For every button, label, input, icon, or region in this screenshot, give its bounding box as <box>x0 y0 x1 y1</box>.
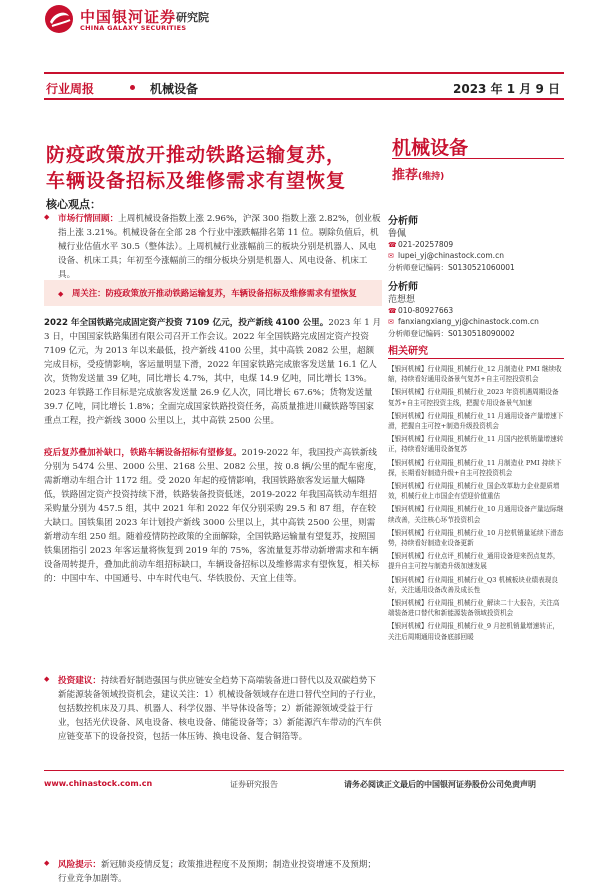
market-review-text: 上周机械设备指数上涨 2.96%，沪深 300 指数上涨 2.82%，创业板指上涨 3.21%。机械设备在全部 28 个行业中涨跌幅排名第 11 位。剔除负值后，机械行业估值水平 30.5（整体法）。上周机械行业涨幅前三的板块分别是机器人、风电设备、机床工具；年初至今涨幅前三的细分板块分别是机器人、风电设备、机床工具。 <box>58 214 381 280</box>
sector-name: 机械设备 <box>392 137 469 159</box>
analyst-phone: ☎021-20257809 <box>388 240 454 249</box>
investment-paragraph <box>44 316 382 428</box>
sector-divider <box>392 158 564 159</box>
market-review-label: 市场行情回顾： <box>58 214 119 224</box>
brand-name-cn: 中国银河证券 <box>80 8 177 26</box>
related-research-item[interactable]: 【银河机械】行业周报_机械行业_11 月制造业 PMI 持续下探，长期看好制造升级+自主可控投资机会 <box>388 458 562 477</box>
recovery-paragraph <box>44 446 382 586</box>
analyst-cert: 分析师登记编码：S0130521060001 <box>388 263 515 272</box>
analyst-email[interactable]: ✉ lupei_yj@chinastock.com.cn <box>388 251 504 260</box>
report-title-line1: 防疫政策放开推动铁路运输复苏， <box>46 144 347 166</box>
related-research-item[interactable]: 【银河机械】行业周报_机械行业_解读二十大报告，关注高端装备进口替代和新能源装备领域投资机会 <box>388 599 560 618</box>
investment-advice-block <box>44 674 382 744</box>
institute-label: 研究院 <box>176 11 209 24</box>
recovery-headline: 疫后复苏叠加补缺口，铁路车辆设备招标有望修复。 <box>44 448 242 458</box>
weekly-focus-label: 周关注： <box>72 288 106 298</box>
analyst-name: 范想想 <box>388 295 416 305</box>
email-icon: ✉ <box>388 318 394 326</box>
phone-icon: ☎ <box>388 307 397 315</box>
sector-rating <box>392 164 444 183</box>
analyst-email[interactable]: ✉ fanxiangxiang_yj@chinastock.com.cn <box>388 317 539 326</box>
related-research-item[interactable]: 【银河机械】行业周报_机械行业_11 月通用设备产量增速下滑，把握自主可控+制造升级投资机会 <box>388 411 564 431</box>
core-view-label: 核心观点： <box>46 198 101 211</box>
related-research-item[interactable]: 【银河机械】行业周报_机械行业_12 月制造业 PMI 继续收缩，持续看好通用设备景气复苏+自主可控投资机会 <box>388 365 562 384</box>
related-research-item[interactable]: 【银河机械】行业周报_机械行业_Q3 机械板块业绩表现良好，关注通用设备改善及成长性 <box>388 575 558 594</box>
report-date: 2023 年 1 月 9 日 <box>453 82 560 96</box>
related-research-item[interactable]: 【银河机械】行业点评_机械行业_通用设备迎来拐点复苏，提升自主可控与制造升级加速发展 <box>388 552 560 571</box>
footer-center-label: 证券研究报告 <box>230 780 278 789</box>
risk-block <box>44 858 382 886</box>
analyst-label: 分析师 <box>388 282 418 293</box>
recovery-text: 2019-2022 年，我国投产高铁新线分别为 5474 公里、2000 公里、2168 公里、2082 公里，按 0.8 辆/公里的配车密度，需新增动车组合计 1172 组。受 2020 年起的疫情影响，我国铁路旅客发运量大幅降低，铁路固定资产投资持续下滑，铁路装备投资低迷，2019-2022 年我国高铁动车组招采购量分别为 457.5 组，其中 2021 年和 2022 年仅分别采购 29.5 和 87 组，存在较大缺口。国铁集团 2023 年计划投产新线 3000 公里以上，其中高铁 2500 公里，则需新增动车组 250 组。随着疫情防控政策的全面解除，全国铁路运输量有望复苏，按照国铁集团指引 2023 年客运量将恢复到 2019 年的 75%，客流量复苏带动新增需求和车辆设备周转提升，叠加此前动车组招标缺口，车辆设备招标以及维修需求有望恢复，相关标的：中国中车、中国通号、中车时代电气、华铁股份、天宜上佳等。 <box>44 448 383 584</box>
weekly-focus-box <box>44 280 382 306</box>
report-topbar <box>44 72 564 100</box>
rating-note: (维持) <box>418 172 445 182</box>
footer-website-link[interactable]: www.chinastock.com.cn <box>44 779 153 788</box>
related-research-item[interactable]: 【银河机械】行业周报_机械行业_10 月通用设备产量边际继续改善，关注核心环节投资机会 <box>388 505 564 524</box>
investment-advice-text: 持续看好制造强国与供应链安全趋势下高端装备进口替代以及双碳趋势下新能源装备领域投资机会，建议关注：1）机械设备领域存在进口替代空间的子行业，包括数控机床及刀具、机器人、科学仪器、半导体设备等；2）新能源领域受益于行业，包括光伏设备、风电设备、核电设备、储能设备等；3）新能源汽车带动的汽车供应链变革下的设备投资，包括一体压铸、换电设备、复合铜箔等。 <box>58 676 382 742</box>
separator-dot-icon <box>130 85 135 90</box>
analyst-label: 分析师 <box>388 216 418 227</box>
phone-icon: ☎ <box>388 241 397 249</box>
related-divider <box>388 358 564 359</box>
report-title-line2: 车辆设备招标及维修需求有望恢复 <box>46 170 347 192</box>
email-icon: ✉ <box>388 252 394 260</box>
rating-value: 推荐 <box>392 168 419 183</box>
analyst-phone: ☎010-80927663 <box>388 306 454 315</box>
footer-disclaimer: 请务必阅读正文最后的中国银河证券股份公司免责声明 <box>344 779 536 789</box>
galaxy-logo-icon <box>44 4 74 34</box>
related-research-item[interactable]: 【银河机械】行业周报_机械行业_11 月国内挖机销量增速转正，持续看好通用设备复苏 <box>388 435 564 454</box>
report-sector: 机械设备 <box>150 82 199 96</box>
related-research-title: 相关研究 <box>388 346 428 357</box>
analyst-cert: 分析师登记编码：S0130518090002 <box>388 329 515 338</box>
brand-name-en: CHINA GALAXY SECURITIES <box>80 24 187 32</box>
risk-text: 新冠肺炎疫情反复；政策推进程度不及预期；制造业投资增速不及预期；行业竞争加剧等。 <box>58 860 376 884</box>
weekly-focus-text: 防疫政策放开推动铁路运输复苏，车辆设备招标及维修需求有望恢复 <box>105 288 357 298</box>
market-review-block <box>44 212 382 282</box>
related-research-item[interactable]: 【银河机械】行业周报_机械行业_国企改革助力企业提质增效，机械行业上市国企有望迎价值重估 <box>388 482 560 501</box>
report-type: 行业周报 <box>46 82 95 96</box>
risk-label: 风险提示： <box>58 860 101 870</box>
page-footer <box>44 770 564 800</box>
investment-advice-label: 投资建议： <box>58 676 101 686</box>
analyst-name: 鲁佩 <box>388 229 407 239</box>
related-research-item[interactable]: 【银河机械】行业周报_机械行业_9 月挖机销量增速转正，关注后周期通用设备底部回暖 <box>388 622 560 641</box>
investment-text: 2023 年 1 月 3 日，中国国家铁路集团有限公司召开工作会议。2022 年全国铁路完成固定资产投资 7109 亿元，为 2013 年以来最低，投产新线 4100 公里，其中高铁 2082 公里，超额完成目标，受疫情影响，客运量明显下滑，2022 年国家铁路完成旅客发送量 16.1 亿人次，货物发送量 39 亿吨，同比增长 4.7%，其中，电煤 14.9 亿吨，同比增长 13%。2023 年铁路工作目标是完成旅客发送量 26.9 亿人次，同比增长 67.6%；货物发送量 39.7 亿吨，同比增长 1.8%；全面完成国家铁路投资任务，高质量推进川藏铁路等国家重点工程，投产新线 3000 公里以上，其中高铁 2500 公里。 <box>44 318 382 426</box>
investment-headline: 2022 年全国铁路完成固定资产投资 7109 亿元，投产新线 4100 公里。 <box>44 318 329 328</box>
related-research-list <box>388 364 564 645</box>
related-research-item[interactable]: 【银河机械】行业周报_机械行业_2023 年资机遇周期设备复苏+自主可控投资主线，把握专用设备景气加速 <box>388 388 559 407</box>
related-research-item[interactable]: 【银河机械】行业周报_机械行业_10 月挖机销量延续下滑态势，持续看好制造业设备更新 <box>388 528 564 548</box>
